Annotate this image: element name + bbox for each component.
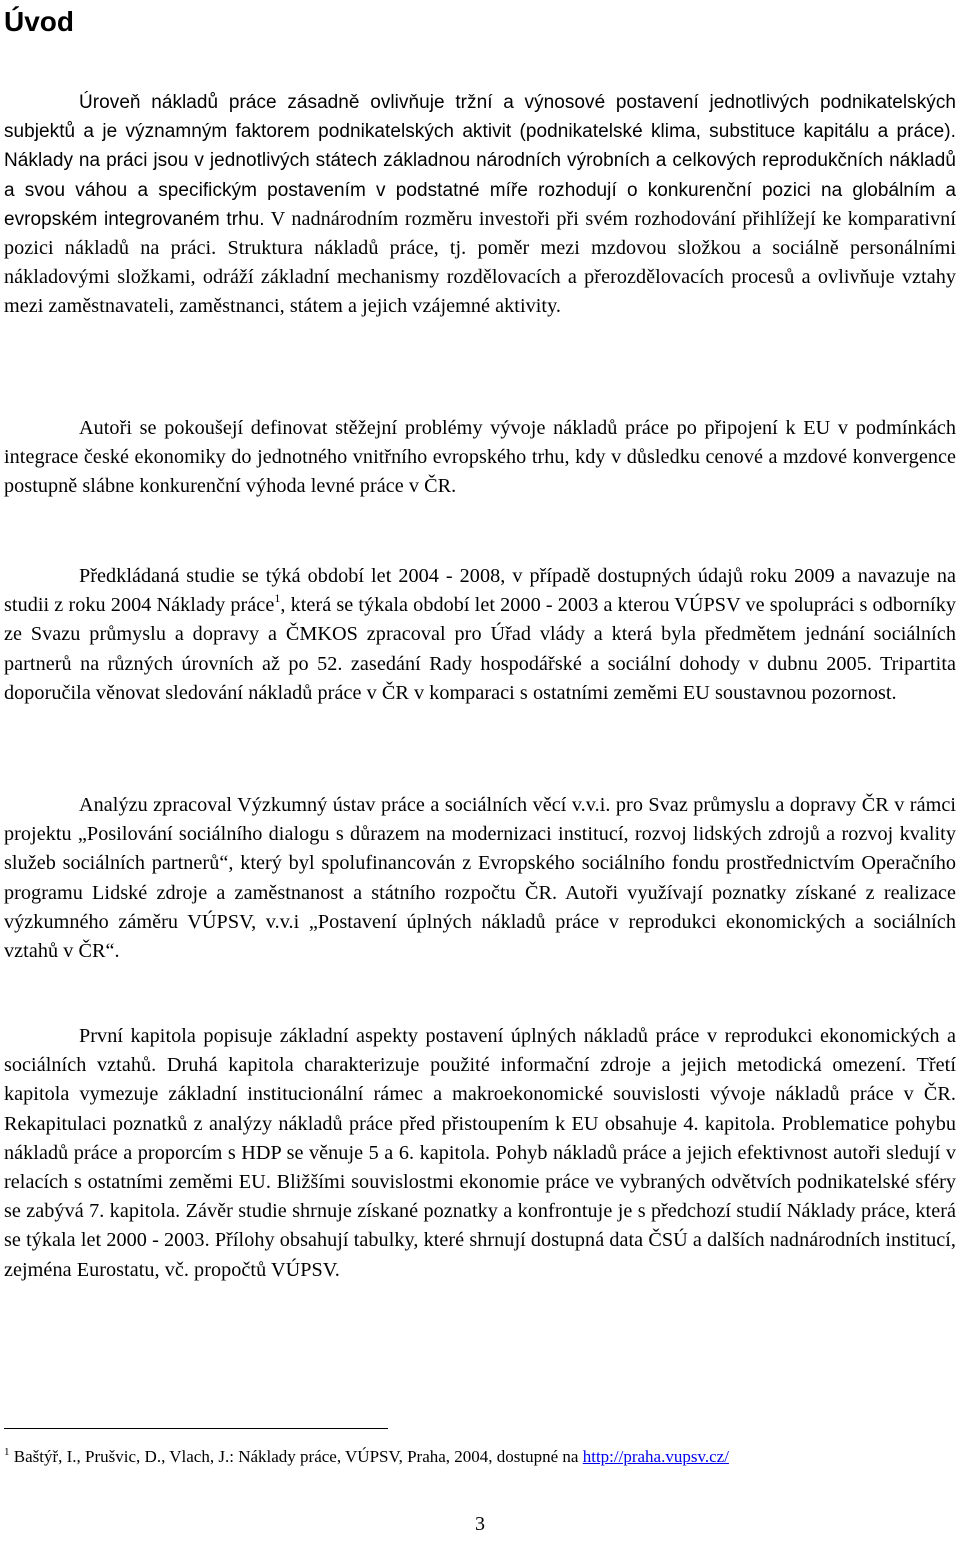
- footnote-reference[interactable]: 1: [274, 591, 281, 606]
- paragraph-chapters: První kapitola popisuje základní aspekty postavení úplných nákladů práce v reprodukci ekonomických a sociálních vztahů. Druhá kapitola charakterizuje použité informační zdroje a jejich metodická omezení. Třetí kapitola vymezuje základní institucionální rámec a makroekonomické souvislosti vývoje nákladů práce v ČR. Rekapitulaci poznatků z analýzy nákladů práce před přistoupením k EU obsahuje 4. kapitola. Problematice pohybu nákladů práce a proporcím s HDP se věnuje 5 a 6. kapitola. Pohyb nákladů práce a jejich efektivnost autoři sledují v relacích s ostatními zeměmi EU. Bližšími souvislostmi ekonomie práce ve vybraných odvětvích podnikatelské sféry se zabývá 7. kapitola. Závěr studie shrnuje získané poznatky a konfrontuje je s předchozí studií Náklady práce, která se týkala let 2000 - 2003. Přílohy obsahují tabulky, které shrnují dostupná data ČSÚ a dalších nadnárodních institucí, zejména Eurostatu, vč. propočtů VÚPSV.: [4, 1025, 956, 1281]
- footnote-divider: [4, 1428, 388, 1429]
- footnote-text: Baštýř, I., Prušvic, D., Vlach, J.: Náklady práce, VÚPSV, Praha, 2004, dostupné na: [9, 1447, 583, 1466]
- paragraph-study-text-before: Předkládaná studie se týká období let 2004 - 2008, v případě dostupných údajů roku 2009 a navazuje na studii z roku 2004 Náklady práce: [4, 565, 956, 617]
- footnote-link[interactable]: http://praha.vupsv.cz/: [582, 1447, 729, 1466]
- page-heading: Úvod: [4, 6, 74, 37]
- footnote: [4, 1446, 729, 1468]
- paragraph-intro: [4, 88, 956, 322]
- page-number: 3: [475, 1513, 485, 1535]
- footnote-marker: 1: [4, 1446, 10, 1458]
- paragraph-intro-serif-text: V nadnárodním rozměru investoři při svém rozhodování přihlížejí ke komparativní pozici nákladů na práci. Struktura nákladů práce, tj. poměr mezi mzdovou složkou a sociálně personálními nákladovými složkami, odráží základní mechanismy rozdělovacích a přerozdělovacích procesů a ovlivňuje vztahy mezi zaměstnavateli, zaměstnanci, státem a jejich vzájemné aktivity.: [4, 207, 956, 318]
- paragraph-study-text-after: , která se týkala období let 2000 - 2003 a kterou VÚPSV ve spolupráci s odborníky ze Svazu průmyslu a dopravy a ČMKOS zpracoval pro Úřad vlády a která byla předmětem jednání sociálních partnerů na různých úrovních až po 52. zasedání Rady hospodářské a sociální dohody v dubnu 2005. Tripartita doporučila věnovat sledování nákladů práce v ČR v komparaci s ostatními zeměmi EU soustavnou pozornost.: [4, 594, 956, 704]
- paragraph-study: [4, 562, 956, 708]
- paragraph-authors: Autoři se pokoušejí definovat stěžejní problémy vývoje nákladů práce po připojení k EU v podmínkách integrace české ekonomiky do jednotného vnitřního evropského trhu, kdy v důsledku cenové a mzdové konvergence postupně slábne konkurenční výhoda levné práce v ČR.: [4, 417, 956, 498]
- paragraph-analysis: Analýzu zpracoval Výzkumný ústav práce a sociálních věcí v.v.i. pro Svaz průmyslu a dopravy ČR v rámci projektu „Posilování sociálního dialogu s důrazem na modernizaci institucí, rozvoj lidských zdrojů a rozvoj kvality služeb sociálních partnerů“, který byl spolufinancován z Evropského sociálního fondu prostřednictvím Operačního programu Lidské zdroje a zaměstnanost a státního rozpočtu ČR. Autoři využívají poznatky získané z realizace výzkumného záměru VÚPSV, v.v.i „Postavení úplných nákladů práce v reprodukci ekonomických a sociálních vztahů v ČR“.: [4, 794, 956, 963]
- paragraph-intro-sans-text: Úroveň nákladů práce zásadně ovlivňuje tržní a výnosové postavení jednotlivých podnikatelských subjektů a je významným faktorem podnikatelských aktivit (podnikatelské klima, substituce kapitálu a práce). Náklady na práci jsou v jednotlivých státech základnou národních výrobních a celkových reprodukčních nákladů a svou váhou a specifickým postavením v podstatné míře rozhodují o konkurenční pozici na globálním a evropském integrovaném trhu.: [4, 92, 956, 230]
